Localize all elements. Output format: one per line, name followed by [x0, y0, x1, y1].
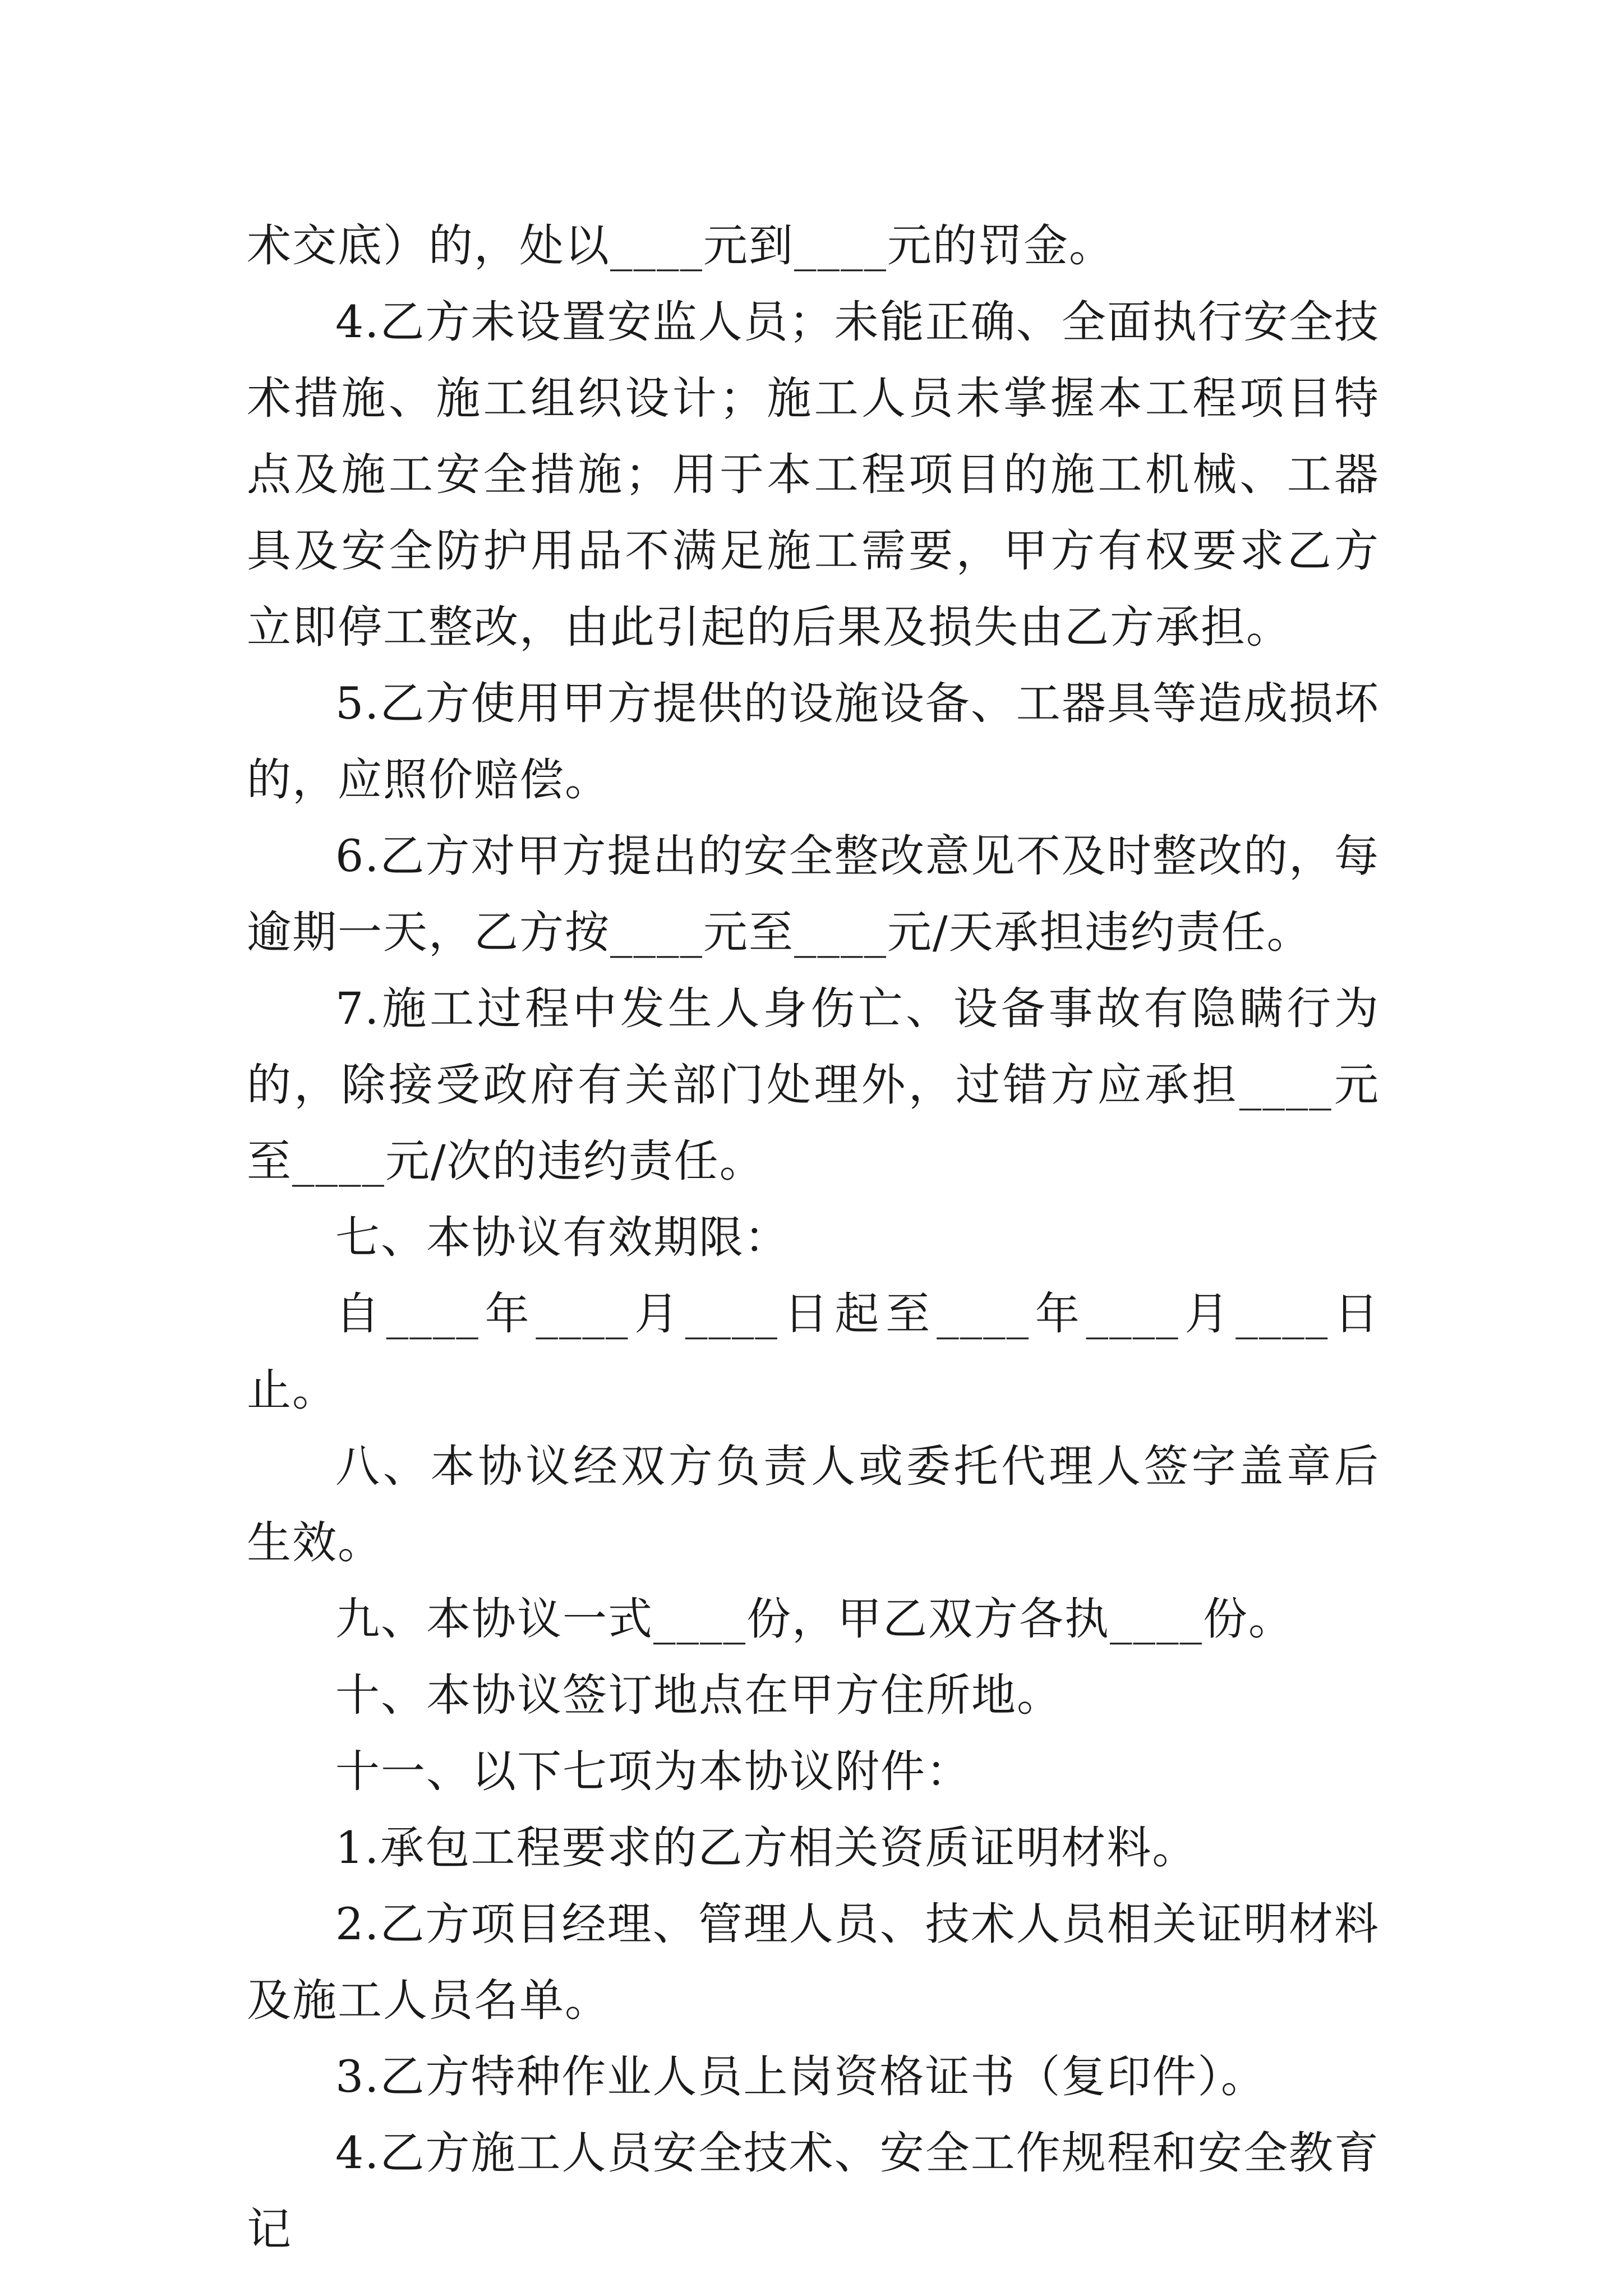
paragraph-clause-7: 7.施工过程中发生人身伤亡、设备事故有隐瞒行为的，除接受政府有关部门处理外，过错方应承担____元至____元/次的违约责任。 — [247, 983, 1380, 1187]
attachment-2: 2.乙方项目经理、管理人员、技术人员相关证明材料及施工人员名单。 — [247, 1898, 1380, 2026]
paragraph-clause-4: 4.乙方未设置安监人员；未能正确、全面执行安全技术措施、施工组织设计；施工人员未掌握本工程项目特点及施工安全措施；用于本工程项目的施工机械、工器具及安全防护用品不满足施工需要，甲方有权要求乙方立即停工整改，由此引起的后果及损失由乙方承担。 — [247, 296, 1380, 653]
document-body — [247, 208, 1380, 2267]
paragraph-clause-5: 5.乙方使用甲方提供的设施设备、工器具等造成损坏的，应照价赔偿。 — [247, 678, 1380, 806]
paragraph-clause-6: 6.乙方对甲方提出的安全整改意见不及时整改的，每逾期一天，乙方按____元至____元/天承担违约责任。 — [247, 830, 1380, 958]
section-7-heading: 七、本协议有效期限： — [335, 1212, 790, 1263]
attachment-3: 3.乙方特种作业人员上岗资格证书（复印件）。 — [335, 2051, 1266, 2102]
attachment-4: 4.乙方施工人员安全技术、安全工作规程和安全教育记 — [247, 2127, 1380, 2255]
validity-period: 自____年____月____日起至____年____月____日止。 — [247, 1288, 1380, 1416]
section-9: 九、本协议一式____份，甲乙双方各执____份。 — [335, 1593, 1294, 1645]
section-10: 十、本协议签订地点在甲方住所地。 — [335, 1669, 1062, 1721]
paragraph-fine-clause-tail: 术交底）的，处以____元到____元的罚金。 — [247, 220, 1114, 272]
attachment-1: 1.承包工程要求的乙方相关资质证明材料。 — [335, 1822, 1198, 1874]
section-11-heading: 十一、以下七项为本协议附件： — [335, 1746, 971, 1797]
section-8: 八、本协议经双方负责人或委托代理人签字盖章后生效。 — [247, 1441, 1380, 1568]
